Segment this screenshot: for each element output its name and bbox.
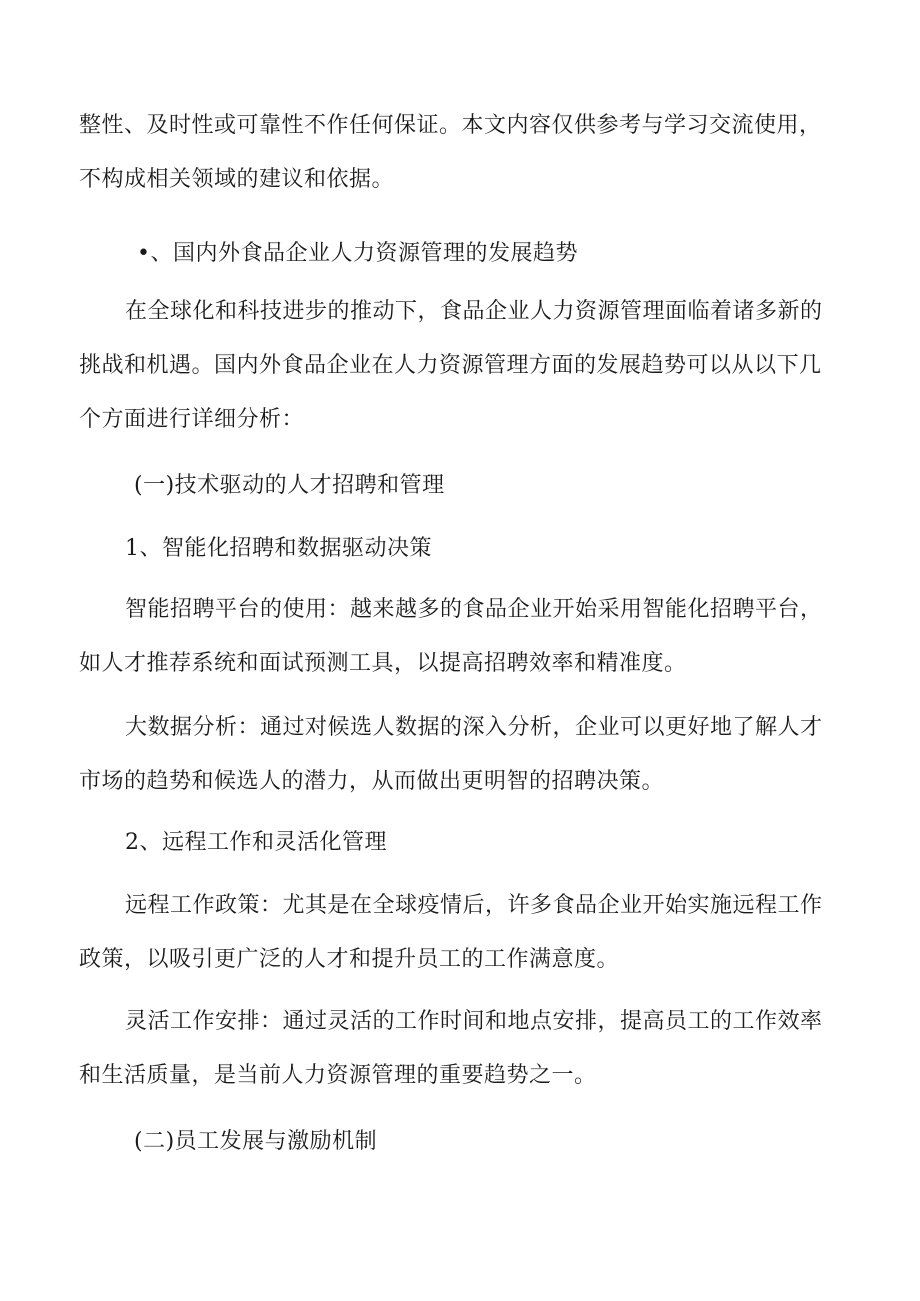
intro-line-2: 挑战和机遇。国内外食品企业在人力资源管理方面的发展趋势可以从以下几 — [79, 353, 822, 378]
section-heading: •、国内外食品企业人力资源管理的发展趋势 — [137, 241, 578, 266]
flexible-line-2: 和生活质量，是当前人力资源管理的重要趋势之一。 — [79, 1063, 597, 1088]
item-heading-1: 1、智能化招聘和数据驱动决策 — [125, 536, 432, 561]
flexible-line-1: 灵活工作安排：通过灵活的工作时间和地点安排，提高员工的工作效率 — [125, 1009, 823, 1034]
bigdata-line-2: 市场的趋势和候选人的潜力，从而做出更明智的招聘决策。 — [79, 769, 665, 794]
subsection-heading-1: (一)技术驱动的人才招聘和管理 — [134, 473, 445, 498]
intro-line-3: 个方面进行详细分析： — [79, 407, 305, 432]
remote-line-1: 远程工作政策：尤其是在全球疫情后，许多食品企业开始实施远程工作 — [125, 893, 823, 918]
disclaimer-line-2: 不构成相关领域的建议和依据。 — [79, 167, 395, 192]
bigdata-line-1: 大数据分析：通过对候选人数据的深入分析，企业可以更好地了解人才 — [125, 715, 823, 740]
item-heading-2: 2、远程工作和灵活化管理 — [125, 830, 387, 855]
remote-line-2: 政策，以吸引更广泛的人才和提升员工的工作满意度。 — [79, 947, 620, 972]
intro-line-1: 在全球化和科技进步的推动下，食品企业人力资源管理面临着诸多新的 — [125, 299, 823, 324]
smart-recruit-line-1: 智能招聘平台的使用：越来越多的食品企业开始采用智能化招聘平台， — [125, 597, 823, 622]
subsection-heading-2: (二)员工发展与激励机制 — [134, 1129, 378, 1154]
disclaimer-line-1: 整性、及时性或可靠性不作任何保证。本文内容仅供参考与学习交流使用， — [79, 113, 822, 138]
smart-recruit-line-2: 如人才推荐系统和面试预测工具，以提高招聘效率和精准度。 — [79, 651, 687, 676]
